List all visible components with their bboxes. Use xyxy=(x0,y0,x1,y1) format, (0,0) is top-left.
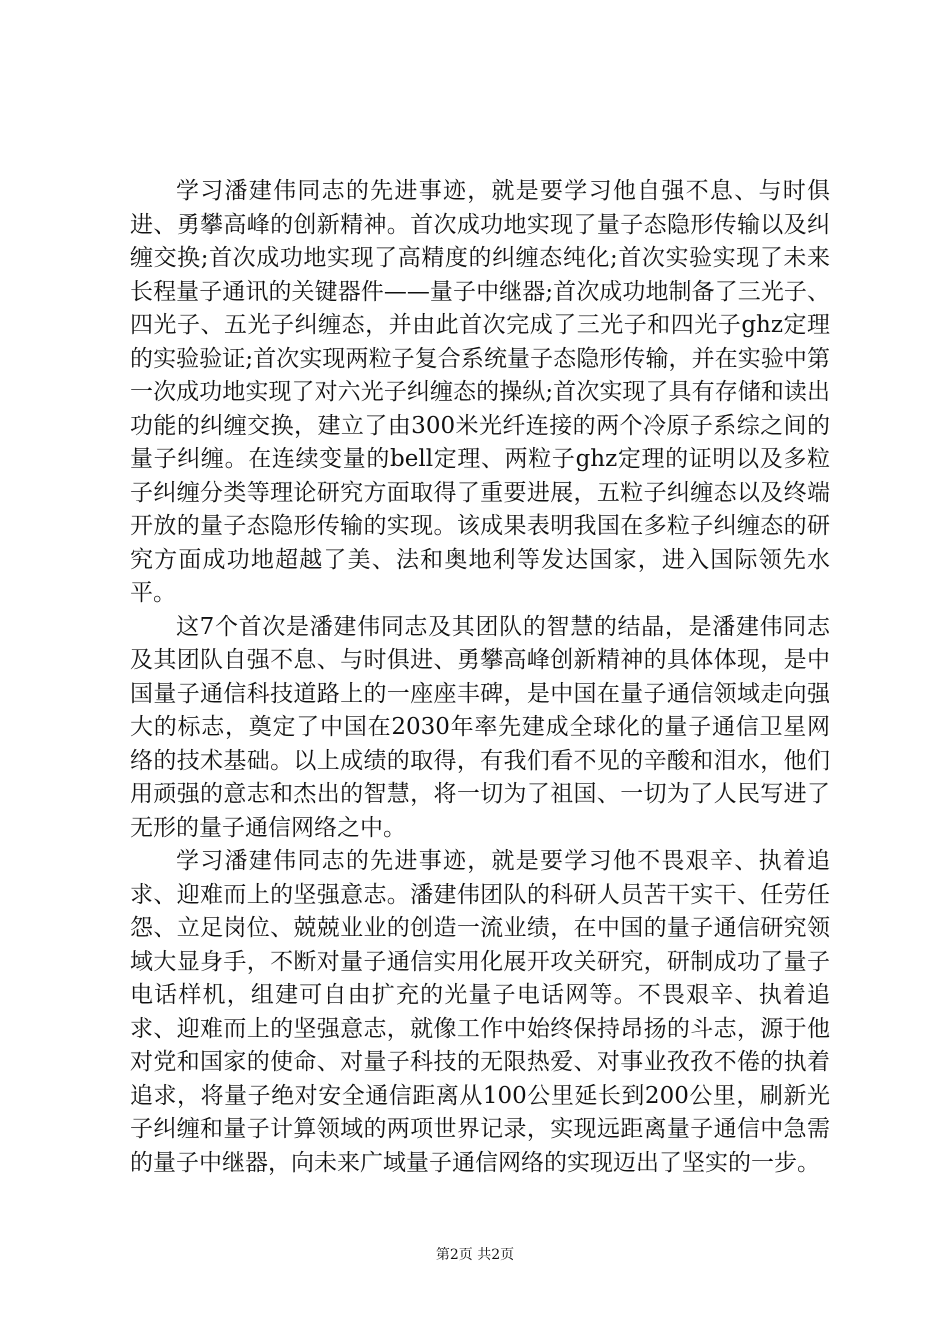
page-footer: 第2页 共2页 xyxy=(435,1247,515,1263)
document-body xyxy=(130,175,830,1180)
paragraph-1: 学习潘建伟同志的先进事迹，就是要学习他自强不息、与时俱进、勇攀高峰的创新精神。首次成功地实现了量子态隐形传输以及纠缠交换;首次成功地实现了高精度的纠缠态纯化;首次实验实现了未来长程量子通讯的关键器件——量子中继器;首次成功地制备了三光子、四光子、五光子纠缠态，并由此首次完成了三光子和四光子ghz定理的实验验证;首次实现两粒子复合系统量子态隐形传输，并在实验中第一次成功地实现了对六光子纠缠态的操纵;首次实现了具有存储和读出功能的纠缠交换，建立了由300米光纤连接的两个冷原子系综之间的量子纠缠。在连续变量的bell定理、两粒子ghz定理的证明以及多粒子纠缠分类等理论研究方面取得了重要进展，五粒子纠缠态以及终端开放的量子态隐形传输的实现。该成果表明我国在多粒子纠缠态的研究方面成功地超越了美、法和奥地利等发达国家，进入国际领先水平。 xyxy=(130,178,830,606)
paragraph-2: 这7个首次是潘建伟同志及其团队的智慧的结晶，是潘建伟同志及其团队自强不息、与时俱进、勇攀高峰创新精神的具体体现，是中国量子通信科技道路上的一座座丰碑，是中国在量子通信领域走向强大的标志，奠定了中国在2030年率先建成全球化的量子通信卫星网络的技术基础。以上成绩的取得，有我们看不见的辛酸和泪水，他们用顽强的意志和杰出的智慧，将一切为了祖国、一切为了人民写进了无形的量子通信网络之中。 xyxy=(130,613,830,841)
paragraph-3: 学习潘建伟同志的先进事迹，就是要学习他不畏艰辛、执着追求、迎难而上的坚强意志。潘建伟团队的科研人员苦干实干、任劳任怨、立足岗位、兢兢业业的创造一流业绩，在中国的量子通信研究领域大显身手，不断对量子通信实用化展开攻关研究，研制成功了量子电话样机，组建可自由扩充的光量子电话网等。不畏艰辛、执着追求、迎难而上的坚强意志，就像工作中始终保持昂扬的斗志，源于他对党和国家的使命、对量子科技的无限热爱、对事业孜孜不倦的执着追求，将量子绝对安全通信距离从100公里延长到200公里，刷新光子纠缠和量子计算领域的两项世界记录，实现远距离量子通信中急需的量子中继器，向未来广域量子通信网络的实现迈出了坚实的一步。 xyxy=(130,848,830,1176)
